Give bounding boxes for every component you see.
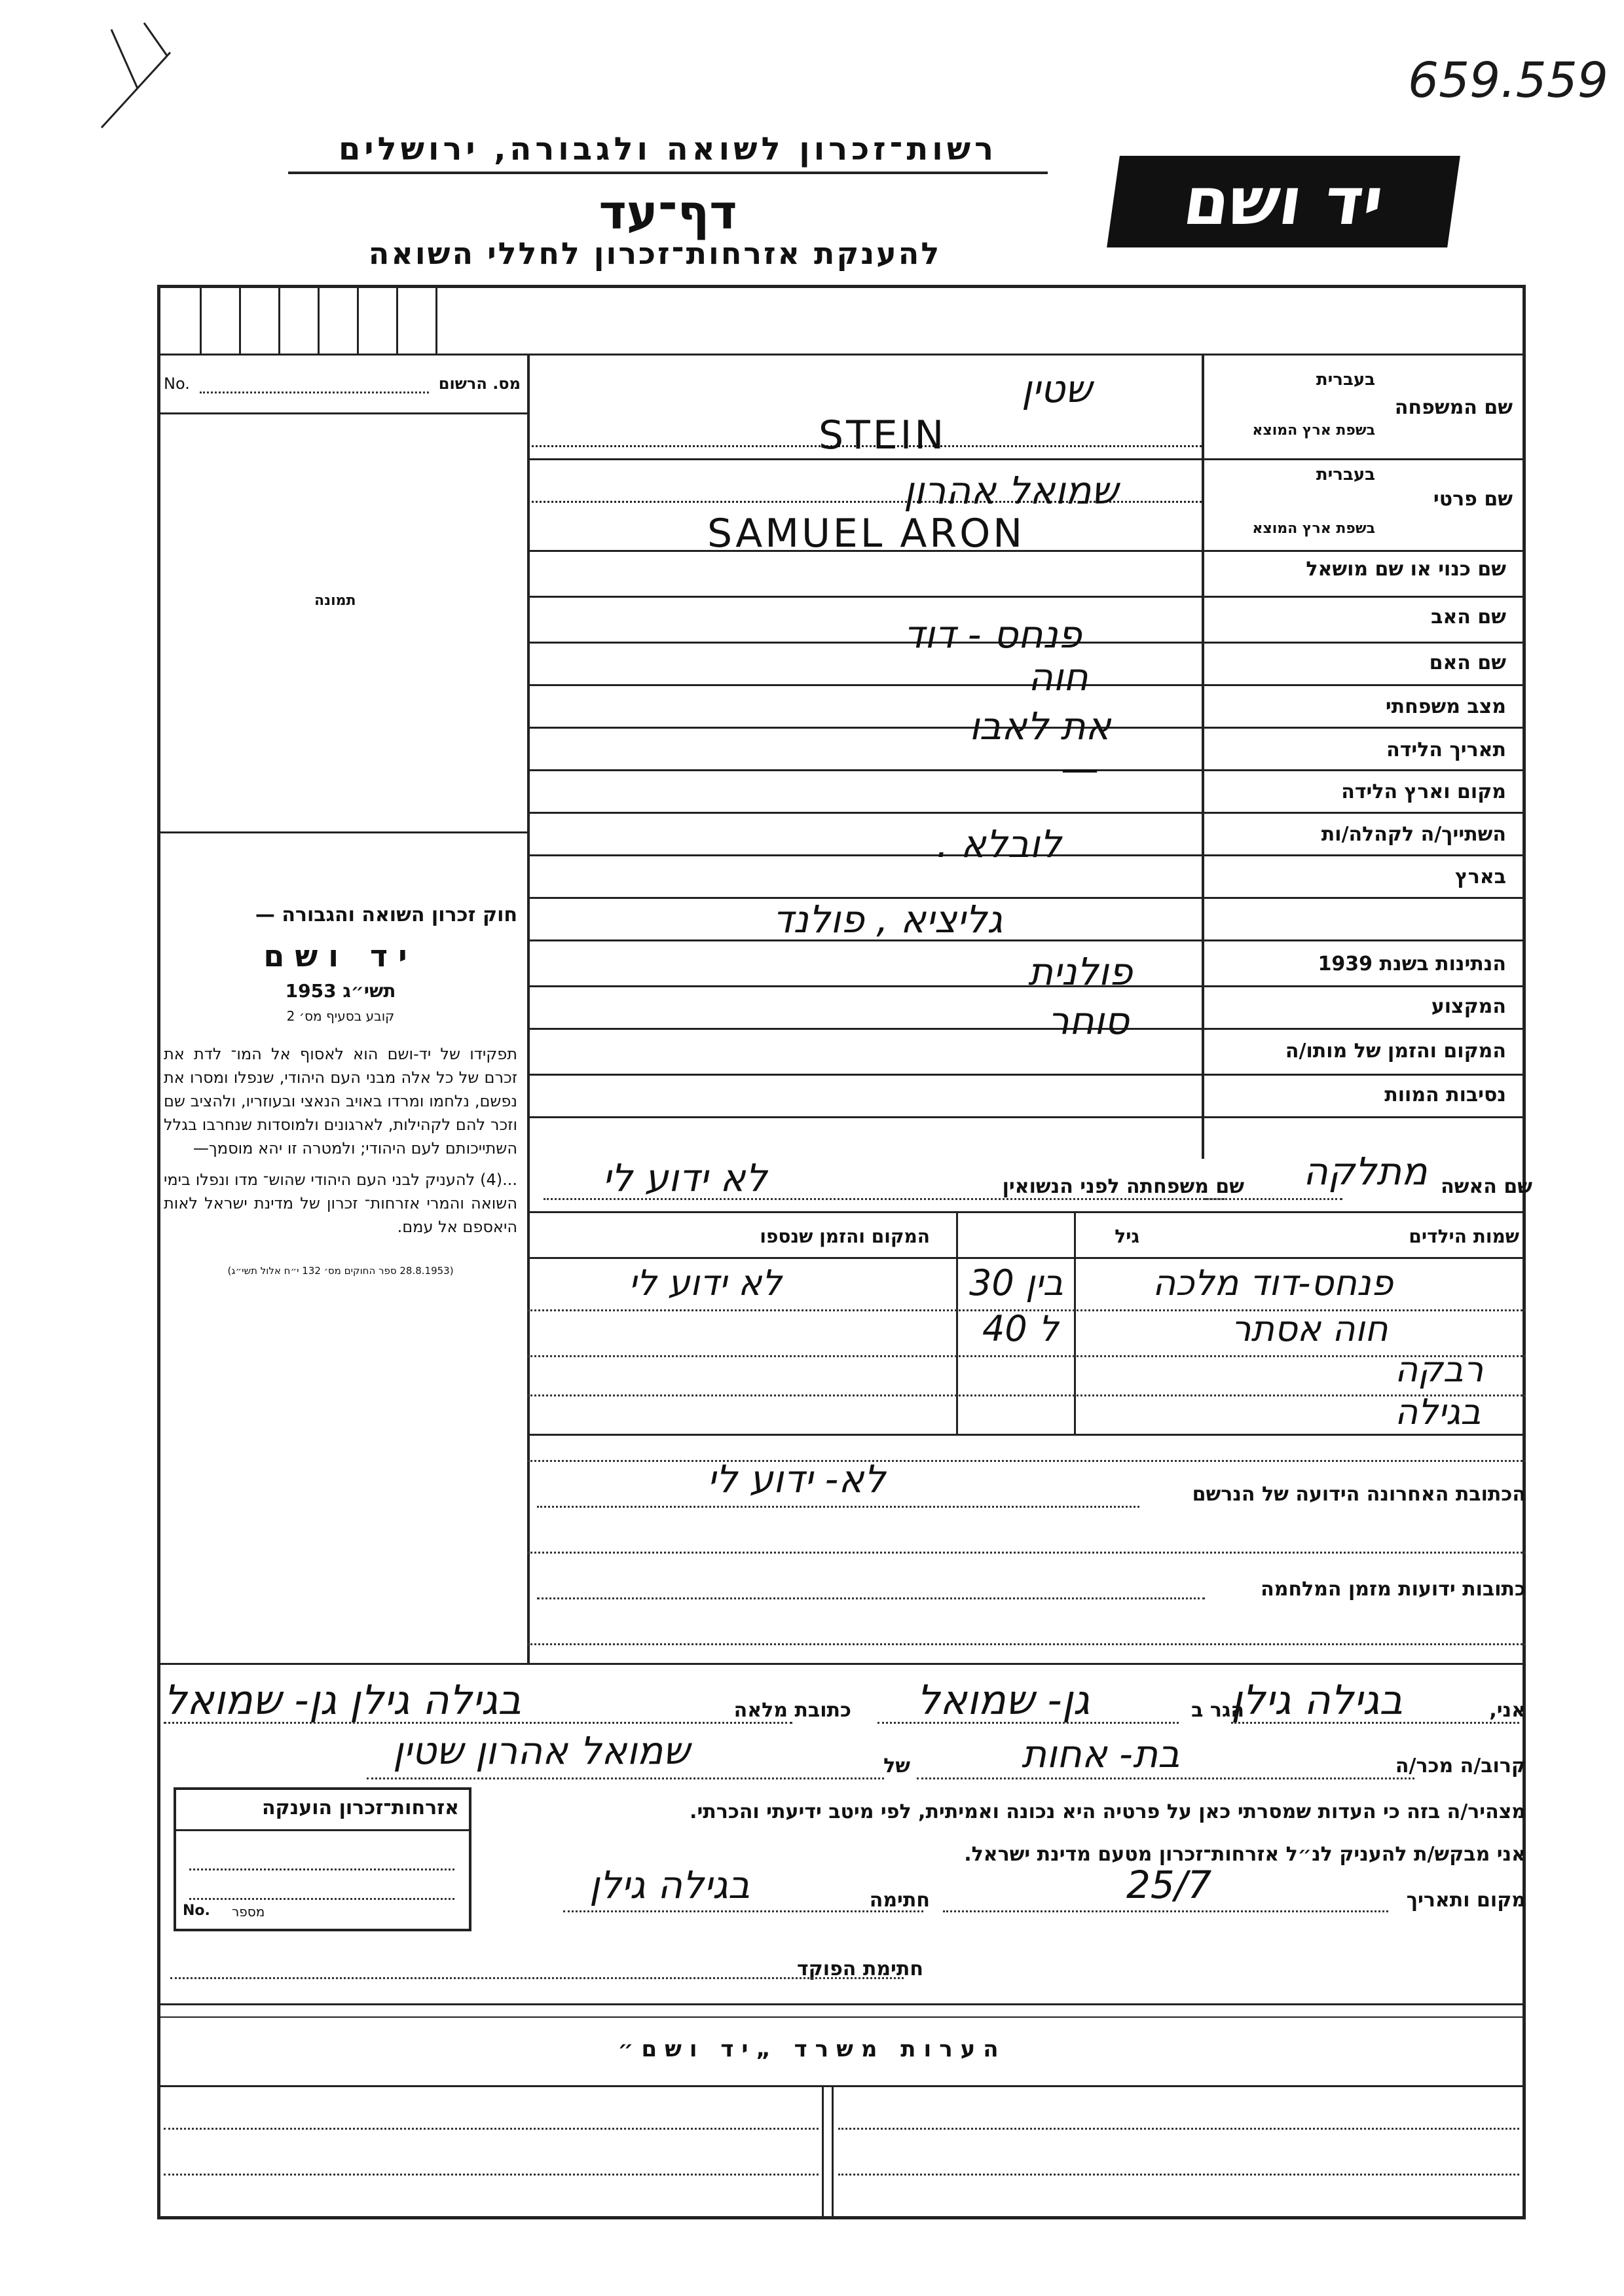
place-date-label: מקום ותאריך	[1406, 1889, 1526, 1912]
birthdate-value: —	[1061, 746, 1099, 791]
registration-no-label: No.	[164, 374, 190, 393]
father-label: שם האב	[1431, 606, 1506, 629]
registration-no-row	[164, 374, 521, 401]
of-value: שמואל אהרון שטין	[393, 1728, 690, 1773]
child-row-2-name: חוה אסתר	[1231, 1308, 1388, 1349]
nickname-label: שם כנוי או שם מושאל	[1306, 558, 1506, 581]
stamp-box-no-label: No.	[183, 1903, 210, 1919]
citizenship-value: פולנית	[1028, 949, 1133, 994]
child-row-3-name: רבקה	[1395, 1349, 1484, 1390]
form-subtitle: להענקת אזרחות־זכרון לחללי השואה	[368, 236, 942, 271]
declarant-full-address-value: בגילה גילן גן- שמואל	[164, 1676, 522, 1724]
children-age-col: גיל	[1115, 1226, 1139, 1247]
family-name-hebrew-value: שטין	[1022, 367, 1092, 411]
law-title: חוק זכרון השואה והגבורה —	[255, 903, 517, 926]
death-circumstances-label: נסיבות המוות	[1384, 1084, 1506, 1106]
family-name-latin-value: STEIN	[819, 412, 947, 458]
mother-label: שם האם	[1429, 651, 1506, 674]
wife-value: מתלקה	[1303, 1149, 1428, 1194]
of-label: של	[883, 1755, 910, 1777]
family-name-hebrew-sub: בעברית	[1316, 370, 1375, 390]
office-notes-title: הערות משרד „יד ושם״	[618, 2036, 1006, 2062]
birthdate-label: תאריך הלידה	[1386, 738, 1506, 761]
declarant-lives-label: הגר ב	[1191, 1699, 1244, 1722]
wife-maiden-label: שם משפחתה לפני הנשואין	[1002, 1175, 1244, 1198]
declarant-i-label: אני,	[1489, 1699, 1526, 1722]
children-place-col: המקום והזמן שנספו	[760, 1226, 930, 1247]
country-value: גליציא , פולנד	[773, 897, 1003, 941]
father-value: פנחס - דוד	[904, 612, 1082, 657]
law-name: יד ושם	[263, 938, 418, 974]
signature-label: חתימה	[869, 1889, 930, 1912]
law-section: קובע בסעיף מס׳ 2	[286, 1008, 395, 1024]
profession-value: סוחר	[1048, 998, 1130, 1043]
authority-line: רשות־זכרון לשואה ולגבורה, ירושלים	[288, 131, 1048, 174]
community-label: השתייך/ה לקהלה/ות	[1321, 823, 1506, 846]
child-row-4-name: בגילה	[1395, 1391, 1481, 1432]
community-value: לובלא .	[936, 822, 1061, 866]
citizenship-granted-box	[174, 1787, 471, 1931]
law-gazette: (28.8.1953 ספר החוקים מס׳ 132 י״ח אלול תשי״ג)	[227, 1265, 454, 1277]
death-place-label: המקום והזמן של מותו/ה	[1285, 1040, 1506, 1063]
declare-text: מצהיר/ה בזה כי העדות שמסרתי כאן על פרטיה היא נכונה ואמיתית, לפי מיטב ידיעתי והכרתי.	[690, 1800, 1526, 1823]
law-year: תשי״ג 1953	[285, 980, 396, 1002]
wife-label: שם האשה	[1441, 1175, 1532, 1198]
archive-number: 659.559	[1408, 52, 1609, 109]
profession-label: המקצוע	[1431, 995, 1506, 1018]
stamp-box-number-label: מספר	[232, 1904, 265, 1920]
declarant-full-address-label: כתובת מלאה	[733, 1699, 851, 1722]
citizenship-label: הנתינות בשנת 1939	[1318, 953, 1506, 975]
child-row-2-age: ל 40	[982, 1308, 1059, 1349]
last-address-value: לא- ידוע לי	[707, 1457, 886, 1501]
declarant-i-value: בגילה גילן	[1231, 1676, 1403, 1724]
registration-label: מס. הרשום	[438, 374, 521, 393]
law-block	[164, 903, 517, 1277]
country-label: בארץ	[1454, 866, 1506, 888]
war-addresses-label: כתובות ידועות מזמן המלחמה	[1261, 1578, 1526, 1601]
declarant-lives-value: גן- שמואל	[917, 1676, 1090, 1724]
wife-maiden-value: לא ידוע לי	[602, 1156, 767, 1200]
marital-label: מצב משפחתי	[1385, 695, 1506, 718]
child-row-1-age: בין 30	[969, 1262, 1063, 1303]
child-row-1-place: לא ידוע לי	[629, 1262, 782, 1303]
law-text-2: ...(4) להעניק לבני העם היהודי שהוש־ מדו ונפלו בימי השואה והמרי אזרחות־ זכרון של מדינת ישראל לאות היאספם אל עמם.	[164, 1171, 517, 1236]
family-name-label: שם המשפחה	[1394, 396, 1513, 419]
child-row-1-name: פנחס-דוד מלכה	[1153, 1262, 1393, 1303]
first-name-hebrew-value: שמואל אהרון	[904, 468, 1118, 513]
request-text: אני מבקש/ת להעניק לנ״ל אזרחות־זכרון מטעם מדינת ישראל.	[964, 1843, 1526, 1866]
form-title: דף־עד	[599, 185, 737, 240]
stamp-box-title: אזרחות־זכרון הוענקה	[261, 1796, 459, 1819]
place-date-value: 25/7	[1126, 1863, 1212, 1907]
first-name-latin-value: SAMUEL ARON	[707, 511, 1025, 556]
first-name-hebrew-sub: בעברית	[1316, 465, 1375, 484]
mother-value: חוה	[1028, 655, 1088, 699]
first-name-origin-sub: בשפת ארץ המוצא	[1252, 520, 1375, 537]
officer-signature-label: חתימת הפוקד	[797, 1958, 923, 1980]
photo-label: תמונה	[314, 592, 356, 609]
corner-scribble	[98, 20, 177, 131]
first-name-label: שם פרטי	[1433, 488, 1513, 511]
signature-value: בגילה גילן	[589, 1863, 750, 1907]
family-name-origin-sub: בשפת ארץ המוצא	[1252, 422, 1375, 439]
children-names-col: שמות הילדים	[1409, 1226, 1519, 1247]
relative-label: קרוב/ה מכר/ה	[1395, 1755, 1526, 1777]
relative-value: בת- אחות	[1022, 1732, 1180, 1776]
yad-vashem-logo: יד ושם	[1107, 156, 1460, 247]
birthplace-label: מקום וארץ הלידה	[1341, 780, 1506, 803]
marital-value: את לאבו	[969, 704, 1111, 748]
law-text-1: תפקידו של יד-ושם הוא לאסוף אל המו־ לדת את זכרם של כל אלה מבני העם היהודי, שנפלו ומסרו את נפשם, נלחמו ומרדו באויב הנאצי ובעוזריו, ולהציב שם וזכר להם לקהילות, לארגונים ולמוסדות שנחרבו בגלל השתייכותם לעם היהודי; ולמטרה זו יהא מוסמך—	[164, 1045, 517, 1157]
last-address-label: הכתובת האחרונה הידועה של הנרשם	[1192, 1483, 1526, 1506]
